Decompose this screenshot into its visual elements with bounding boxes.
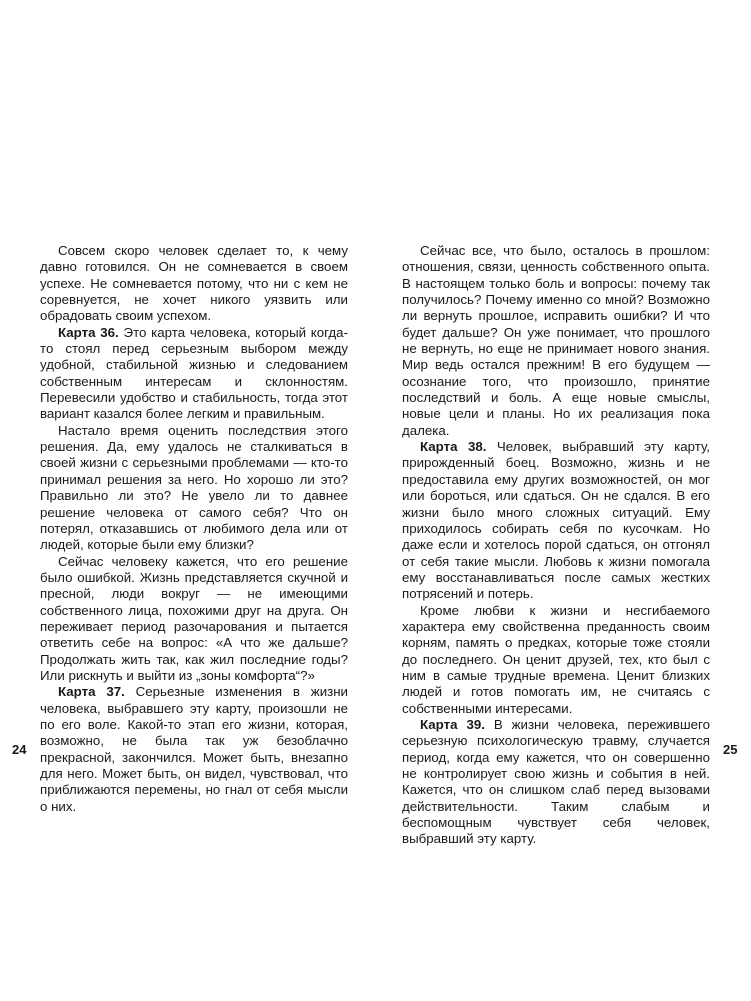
paragraph-card-37: Карта 37. Серьезные изменения в жизни человека, выбравшего эту карту, произошли не по его воле. Какой-то этап его жизни, которая, возможно, не была так уж безоблачно прекрасной, закончился. Может быть, внезапно для него. Может быть, он видел, чувствовал, что приближаются перемены, но гнал от себя мысли о них. <box>40 684 348 814</box>
paragraph: Сейчас человеку кажется, что его решение было ошибкой. Жизнь представляется скучной и пресной, люди вокруг — не имеющими собственного лица, похожими друг на друга. Он переживает период разочарования и пытается ответить себе на вопрос: «А что же дальше? Продолжать жить так, как жил последние годы? Или рискнуть и выйти из „зоны комфорта“?» <box>40 553 348 683</box>
paragraph: Настало время оценить последствия этого решения. Да, ему удалось не сталкиваться в своей жизни с серьезными проблемами — кто-то принимал решения за него. Но хорошо ли это? Правильно ли это? Не увело ли то давнее решение человека от самого себя? Что он потерял, отказавшись от любимого дела или от людей, которые были ему близки? <box>40 422 348 553</box>
right-page <box>402 243 710 848</box>
paragraph-card-36: Карта 36. Это карта человека, который когда-то стоял перед серьезным выбором между удобной, стабильной жизнью и следованием собственным интересам и склонностям. Перевесили удобство и стабильность, тогда этот вариант казался более легким и правильным. <box>40 324 348 422</box>
paragraph-card-38: Карта 38. Человек, выбравший эту карту, прирожденный боец. Возможно, жизнь и не предоставила ему других возможностей, он мог или бороться, или сдаться. Он не сдался. В его жизни было много сложных ситуаций. Ему приходилось собирать себя по кусочкам. Но даже если и хотелось порой сдаться, он отгонял от себя такие мысли. Любовь к жизни помогала ему восстанавливаться после самых жестких потрясений и потерь. <box>402 439 710 602</box>
card-label: Карта 39. <box>420 716 485 732</box>
card-label: Карта 38. <box>420 439 487 455</box>
page-number-right: 25 <box>723 742 738 757</box>
paragraph: Кроме любви к жизни и несгибаемого характера ему свойственна преданность своим корням, память о предках, которые тоже стояли до последнего. Он ценит друзей, тех, кто был с ним в самые трудные времена. Ценит близких людей и готов помогать им, не считаясь с собственными интересами. <box>402 602 710 716</box>
card-label: Карта 36. <box>58 324 119 340</box>
left-page <box>40 243 348 815</box>
page-number-left: 24 <box>12 742 27 757</box>
card-label: Карта 37. <box>58 684 125 700</box>
paragraph-card-39: Карта 39. В жизни человека, пережившего серьезную психологическую травму, случается период, когда ему кажется, что он совершенно не контролирует свою жизнь и события в ней. Кажется, что он слишком слаб перед вызовами действительности. Таким слабым и беспомощным чувствует себя человек, выбравший эту карту. <box>402 716 710 847</box>
paragraph: Сейчас все, что было, осталось в прошлом: отношения, связи, ценность собственного опыта. В настоящем только боль и вопросы: почему так получилось? Почему именно со мной? Возможно ли вернуть прошлое, исправить ошибки? И что будет дальше? Он уже понимает, что прошлого не вернуть, но еще не принимает нового знания. Мир ведь остался прежним! В его будущем — осознание того, что произошло, принятие последствий и боль. А еще новые смыслы, новые цели и планы. Но их реализация пока далека. <box>402 243 710 438</box>
paragraph: Совсем скоро человек сделает то, к чему давно готовился. Он не сомневается в своем успехе. Не сомневается потому, что ни с кем не соревнуется, не хочет никого уязвить или обрадовать своим успехом. <box>40 243 348 324</box>
